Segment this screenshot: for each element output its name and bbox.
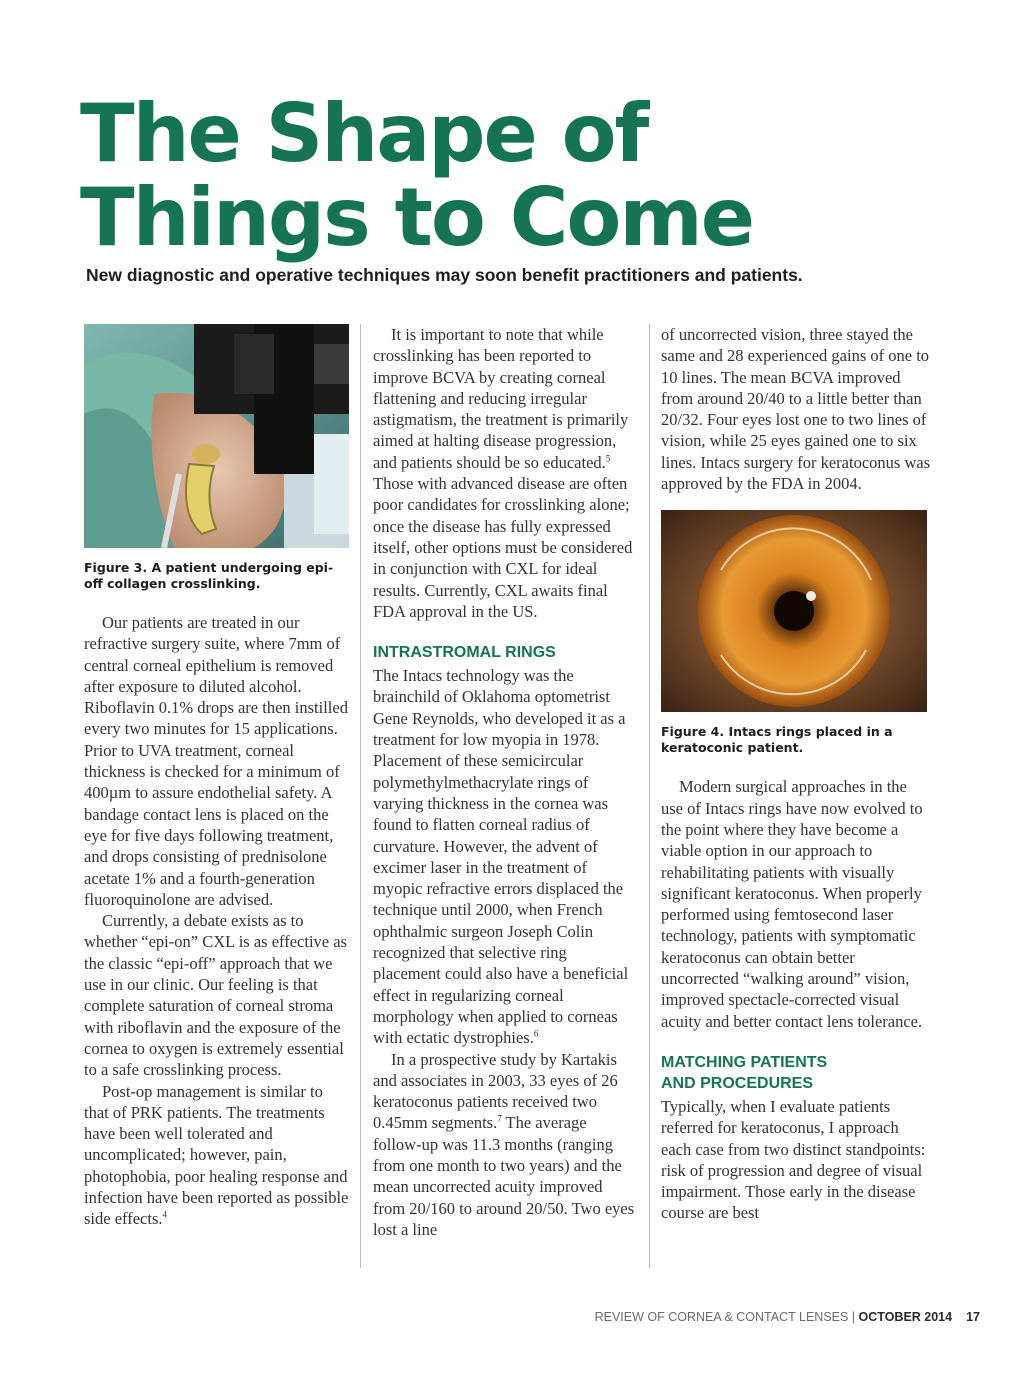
figure-3-caption: Figure 3. A patient undergoing epi-off collagen crosslinking.: [84, 560, 334, 591]
column-3: [661, 324, 931, 1224]
paragraph-text: The Intacs technology was the brainchild of Oklahoma optometrist Gene Reynolds, who developed it as a treatment for low myopia in 1978. Placement of these semicircular polymethylmethacrylate rings of varying thickness in the cornea was found to flatten corneal radius of curvature. However, the advent of excimer laser in the treatment of myopic refractive errors displaced the technique until 2000, when French ophthalmic surgeon Joseph Colin recognized that selective ring placement could also have a beneficial effect in regularizing corneal morphology when applied to corneas with ectatic dystrophies.: [373, 666, 629, 1048]
body-paragraph: of uncorrected vision, three stayed the same and 28 experienced gains of one to 10 lines. The mean BCVA improved from around 20/40 to a little better than 20/32. Four eyes lost one to two lines of vision, while 25 eyes gained one to six lines. Intacs surgery for keratoconus was approved by the FDA in 2004.: [661, 325, 931, 494]
title-line-1: The Shape of: [80, 87, 648, 180]
body-paragraph: [373, 1049, 638, 1241]
paragraph-text: In a prospective study by Kartakis and associates in 2003, 33 eyes of 26 keratoconus patients received two 0.45mm segments.: [373, 1049, 618, 1133]
title-line-2: Things to Come: [80, 171, 753, 264]
publication-name: REVIEW OF CORNEA & CONTACT LENSES |: [594, 1310, 859, 1324]
figure-4-caption: Figure 4. Intacs rings placed in a keratoconic patient.: [661, 724, 893, 756]
figure-4-image: [661, 510, 927, 712]
section-heading: INTRASTROMAL RINGS: [373, 644, 556, 662]
body-paragraph: [84, 1081, 349, 1230]
page-footer: [560, 1310, 980, 1324]
section-heading: [661, 1052, 931, 1094]
body-paragraph: Currently, a debate exists as to whether “epi-on” CXL is as effective as the classic “epi-off” approach that we use in our clinic. Our feeling is that complete saturation of corneal stroma with riboflavin and the exposure of the cornea to oxygen is extremely essential to a safe crosslinking process.: [84, 911, 347, 1080]
body-paragraph: Typically, when I evaluate patients referred for keratoconus, I approach each case from two distinct standpoints: risk of progression and degree of visual impairment. Those early in the disease course are best: [661, 1096, 926, 1223]
paragraph-text: It is important to note that while crosslinking has been reported to improve BCVA by creating corneal flattening and reducing irregular astigmatism, the treatment is primarily aimed at halting disease progression, and patients should be so educated.: [373, 325, 629, 472]
column-2: [373, 324, 638, 1240]
article-title: [80, 87, 980, 264]
article-subtitle: New diagnostic and operative techniques may soon benefit practitioners and patients.: [86, 265, 803, 285]
heading-line: AND PROCEDURES: [661, 1074, 814, 1092]
body-paragraph: Modern surgical approaches in the use of Intacs rings have now evolved to the point where they have become a viable option in our approach to rehabilitating patients with visually significant keratoconus. When properly performed using femtosecond laser technology, patients with symptomatic keratoconus can obtain better uncorrected “walking around” vision, improved spectacle-corrected visual acuity and better contact lens tolerance.: [661, 777, 923, 1031]
paragraph-text: Those with advanced disease are often poor candidates for crosslinking alone; once the disease has fully expressed itself, other options must be considered in conjunction with CXL for ideal results. Currently, CXL awaits final FDA approval in the US.: [373, 474, 633, 621]
page-number: 17: [966, 1310, 980, 1324]
figure-3-image: [84, 324, 349, 548]
column-divider: [360, 324, 361, 1268]
reference-number: 5: [605, 453, 611, 464]
body-paragraph: Our patients are treated in our refractive surgery suite, where 7mm of central corneal epithelium is removed after exposure to diluted alcohol. Riboflavin 0.1% drops are then instilled every two minutes for 15 applications. Prior to UVA treatment, corneal thickness is checked for a minimum of 400µm to assure endothelial safety. A bandage contact lens is placed on the eye for five days following treatment, and drops consisting of prednisolone acetate 1% and a fourth-generation fluoroquinolone are advised.: [84, 613, 348, 909]
body-paragraph: [373, 665, 638, 1048]
reference-number: 6: [533, 1028, 539, 1039]
column-divider: [649, 324, 650, 1268]
heading-line: MATCHING PATIENTS: [661, 1053, 828, 1071]
body-paragraph: [373, 324, 638, 622]
issue-date: OCTOBER 2014: [858, 1310, 953, 1324]
reference-number: 7: [497, 1113, 502, 1124]
paragraph-text: Post-op management is similar to that of PRK patients. The treatments have been well tolerated and uncomplicated; however, pain, photophobia, poor healing response and infection have been reported as possible side effects.: [84, 1081, 349, 1229]
reference-number: 4: [162, 1209, 167, 1220]
paragraph-text: The average follow-up was 11.3 months (ranging from one month to two years) and the mean uncorrected acuity improved from 20/160 to around 20/50. Two eyes lost a line: [373, 1113, 635, 1239]
column-1: [84, 324, 349, 1230]
